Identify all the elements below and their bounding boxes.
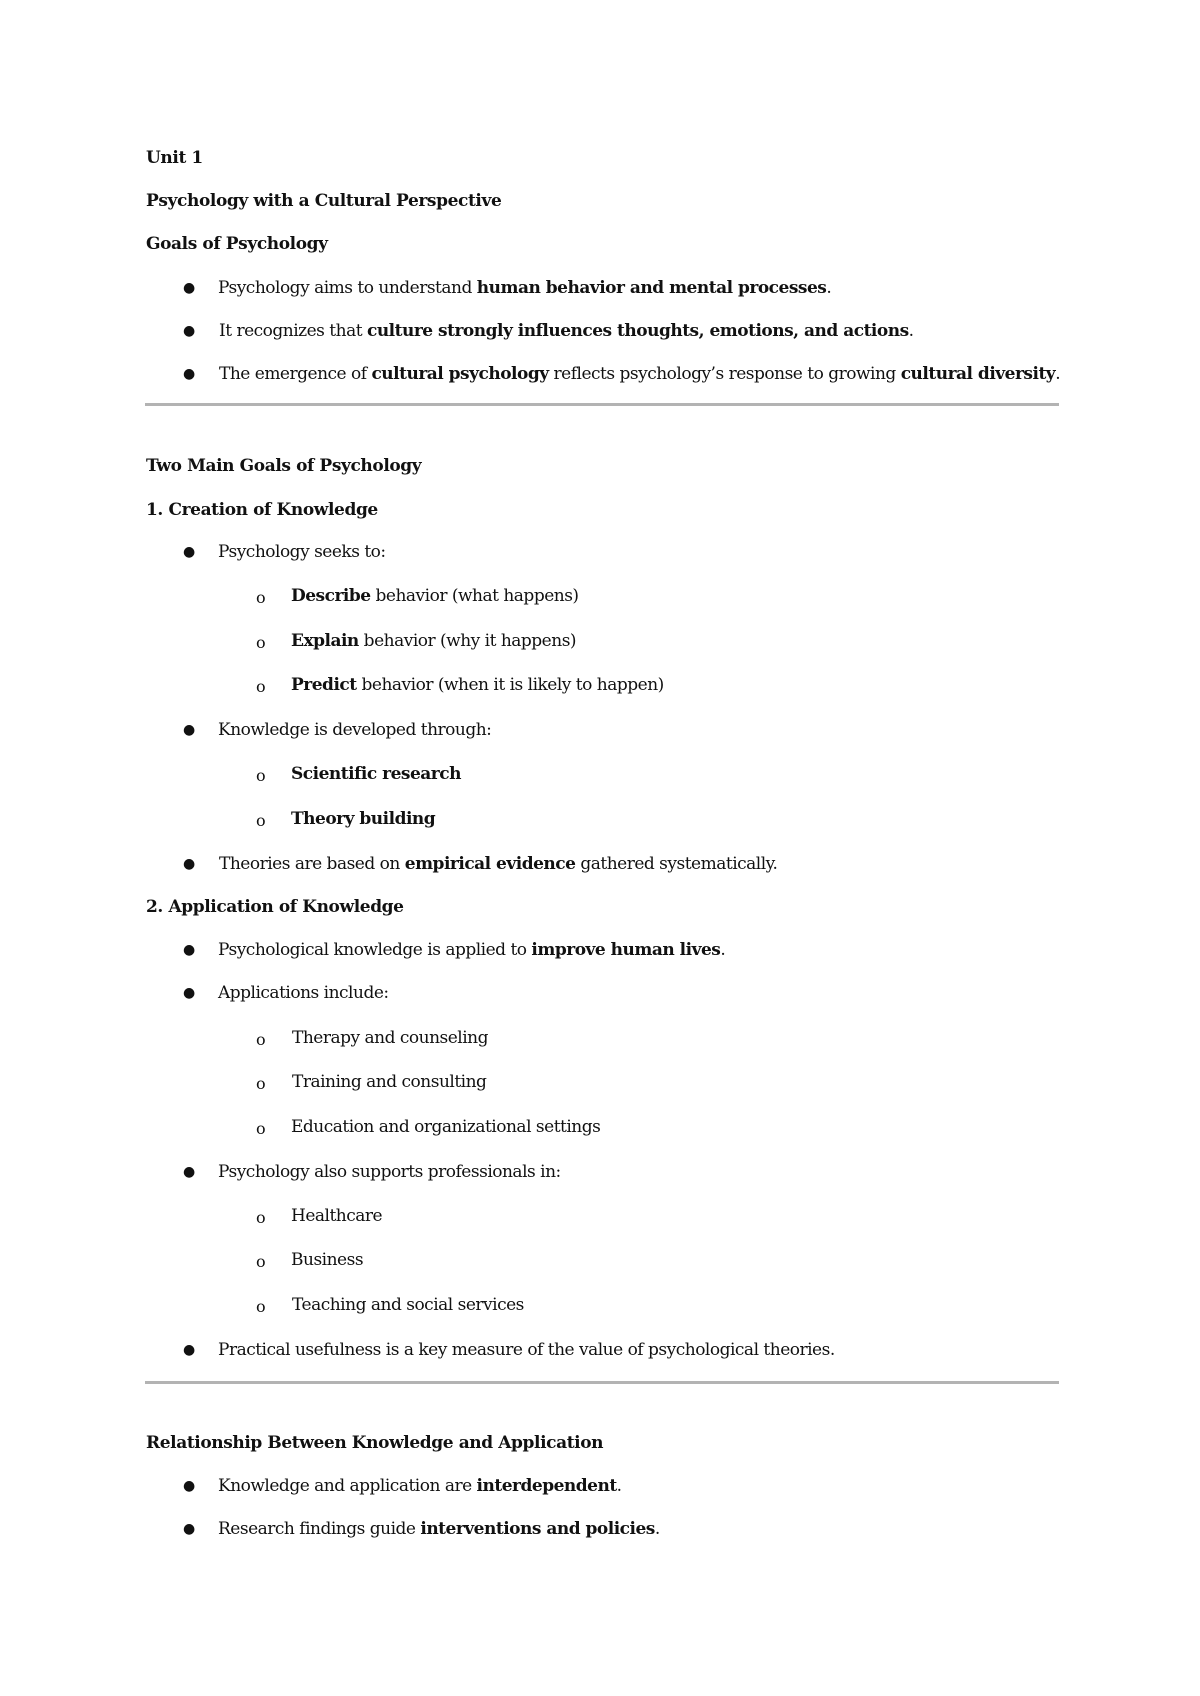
bullet-marker: ● [183, 280, 196, 296]
application-heading: 2. Application of Knowledge [146, 897, 404, 917]
bullet-marker: ● [183, 1164, 196, 1180]
sub-list-item-text: Theory building [291, 809, 436, 829]
bullet-marker: ● [183, 1521, 196, 1537]
list-item-text: Psychology aims to understand human behavior and mental processes. [218, 278, 832, 298]
horizontal-rule [145, 403, 1059, 406]
sub-list-item-text: Explain behavior (why it happens) [291, 631, 577, 651]
sub-list-item-text: Scientific research [291, 764, 461, 784]
sub-list-item-text: Describe behavior (what happens) [291, 586, 579, 606]
list-item-text: Theories are based on empirical evidence gathered systematically. [219, 854, 778, 874]
bullet-marker: ● [183, 366, 196, 382]
list-item-text: Practical usefulness is a key measure of the value of psychological theories. [218, 1340, 835, 1360]
sub-list-item-text: Teaching and social services [292, 1295, 524, 1315]
sub-bullet-marker: o [256, 633, 266, 652]
unit-label: Unit 1 [146, 148, 203, 168]
sub-list-item-text: Predict behavior (when it is likely to happen) [291, 675, 664, 695]
goals-heading: Goals of Psychology [146, 234, 328, 254]
bullet-marker: ● [183, 1478, 196, 1494]
list-item-text: It recognizes that culture strongly influences thoughts, emotions, and actions. [219, 321, 914, 341]
bullet-marker: ● [183, 856, 196, 872]
course-title: Psychology with a Cultural Perspective [146, 191, 502, 211]
list-item-text: Psychology seeks to: [218, 542, 386, 562]
two-goals-heading: Two Main Goals of Psychology [146, 456, 422, 476]
bullet-marker: ● [183, 544, 196, 560]
sub-bullet-marker: o [256, 1074, 266, 1093]
list-item-text: Knowledge and application are interdependent. [218, 1476, 622, 1496]
list-item-text: Psychological knowledge is applied to improve human lives. [218, 940, 726, 960]
sub-list-item-text: Business [291, 1250, 364, 1270]
sub-bullet-marker: o [256, 1297, 266, 1316]
relationship-heading: Relationship Between Knowledge and Application [146, 1433, 604, 1453]
bullet-marker: ● [183, 722, 196, 738]
list-item-text: Applications include: [218, 983, 389, 1003]
sub-bullet-marker: o [256, 1119, 266, 1138]
sub-bullet-marker: o [256, 811, 266, 830]
bullet-marker: ● [183, 1342, 196, 1358]
sub-bullet-marker: o [256, 677, 266, 696]
list-item-text: The emergence of cultural psychology reflects psychology’s response to growing cultural diversity. [219, 364, 1061, 384]
sub-list-item-text: Education and organizational settings [291, 1117, 601, 1137]
list-item-text: Psychology also supports professionals in: [218, 1162, 561, 1182]
bullet-marker: ● [183, 323, 196, 339]
bullet-marker: ● [183, 942, 196, 958]
sub-bullet-marker: o [256, 1030, 266, 1049]
sub-bullet-marker: o [256, 1208, 266, 1227]
bullet-marker: ● [183, 985, 196, 1001]
sub-list-item-text: Healthcare [291, 1206, 383, 1226]
sub-list-item-text: Training and consulting [292, 1072, 487, 1092]
list-item-text: Knowledge is developed through: [218, 720, 492, 740]
list-item-text: Research findings guide interventions and policies. [218, 1519, 660, 1539]
sub-bullet-marker: o [256, 1252, 266, 1271]
sub-bullet-marker: o [256, 766, 266, 785]
creation-heading: 1. Creation of Knowledge [146, 500, 378, 520]
sub-list-item-text: Therapy and counseling [292, 1028, 489, 1048]
sub-bullet-marker: o [256, 588, 266, 607]
horizontal-rule [145, 1381, 1059, 1384]
